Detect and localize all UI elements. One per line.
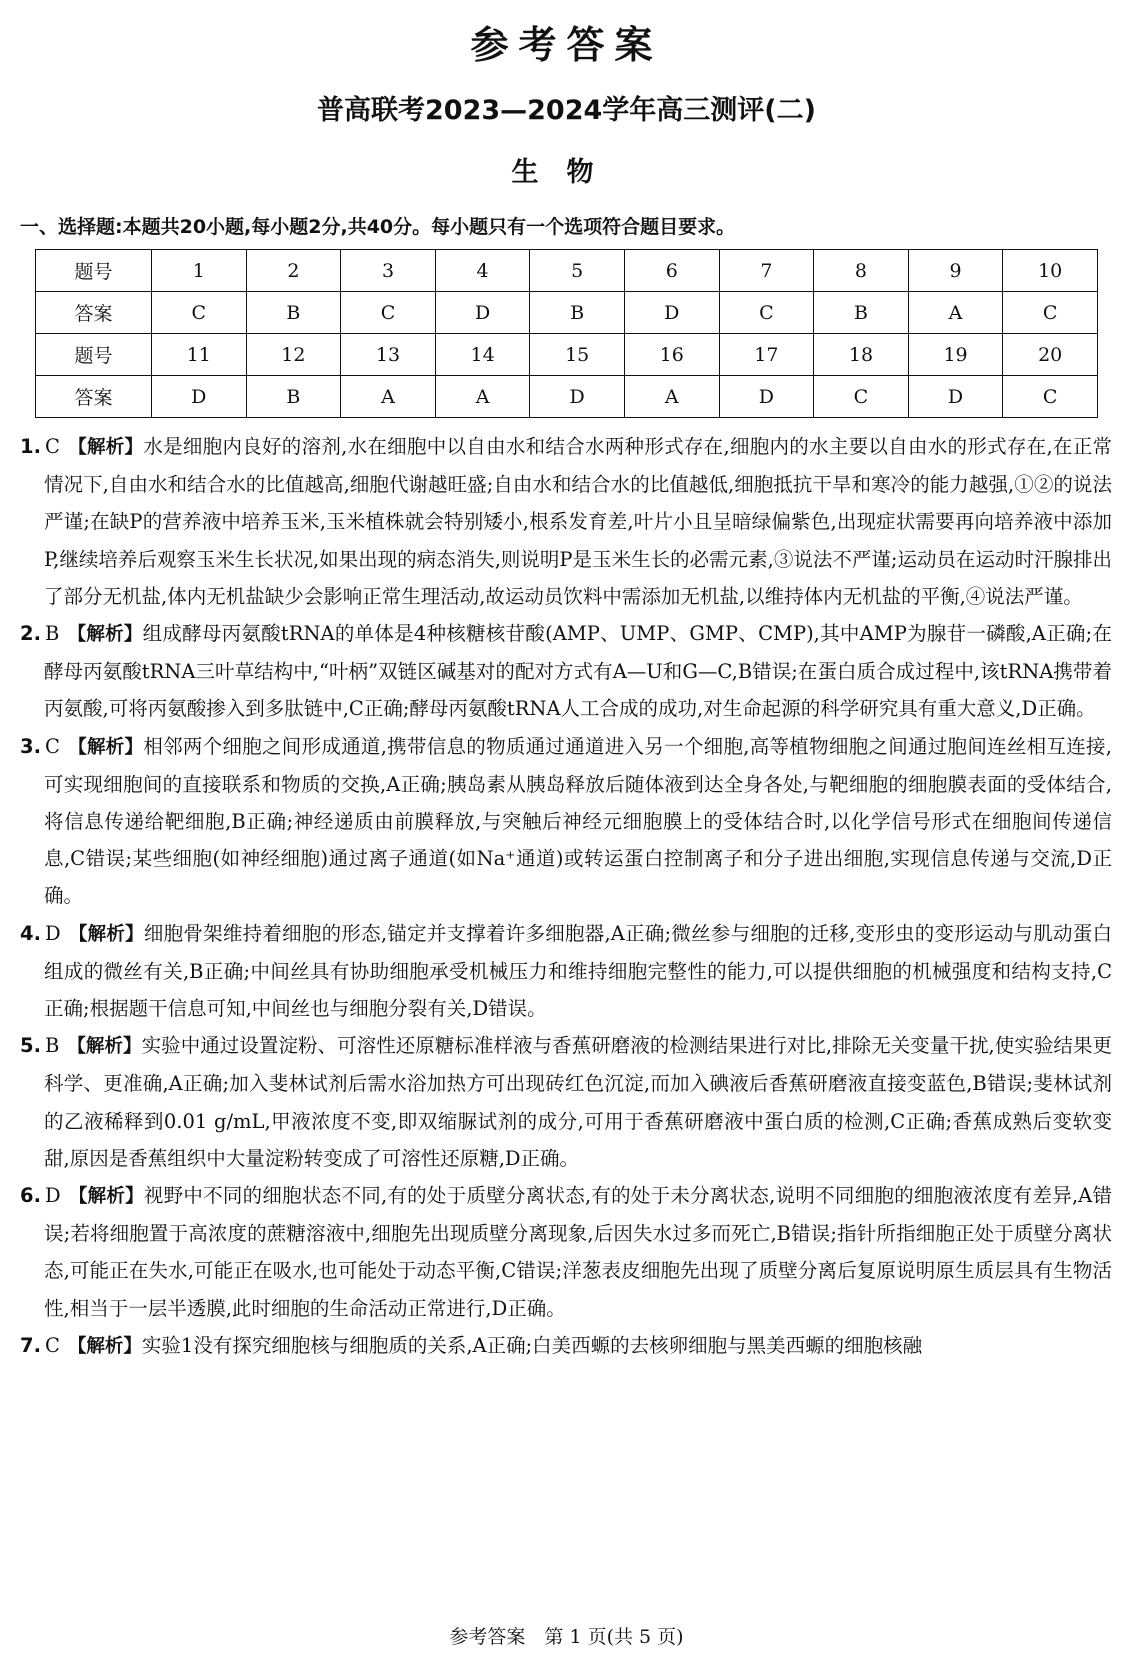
explanation-item: [20, 915, 1112, 1028]
page-title: 参考答案: [470, 23, 663, 67]
explanation-text: 组成酵母丙氨酸tRNA的单体是4种核糖核苷酸(AMP、UMP、GMP、CMP),其中AMP为腺苷一磷酸,A正确;在酵母丙氨酸tRNA三叶草结构中,“叶柄”双链区碱基对的配对方式有A—U和G—C,B错误;在蛋白质合成过程中,该tRNA携带着丙氨酸,可将丙氨酸掺入到多肽链中,C正确;酵母丙氨酸tRNA人工合成的成功,对生命起源的科学研究具有重大意义,D正确。: [44, 622, 1112, 721]
answer-table-cell: 6: [624, 250, 719, 292]
answer-table-cell: 10: [1003, 250, 1098, 292]
answer-table-cell: A: [908, 292, 1003, 334]
answer-letter: C: [44, 734, 60, 758]
explanation-tag: 【解析】: [67, 1036, 142, 1058]
explanation-tag: 【解析】: [67, 437, 144, 458]
answer-letter: C: [44, 1333, 60, 1357]
answer-table-cell: 2: [246, 250, 341, 292]
answer-letter: B: [44, 622, 60, 646]
answer-table-cell: 13: [341, 334, 436, 376]
answer-table-cell: D: [152, 376, 247, 418]
explanations-list: [20, 428, 1112, 1365]
explanation-tag: 【解析】: [68, 1186, 144, 1208]
answer-letter: D: [44, 921, 61, 945]
answer-table-cell: 14: [435, 334, 530, 376]
answer-table-row: [36, 334, 1098, 376]
answer-table: [35, 249, 1098, 418]
answer-table-cell: A: [624, 376, 719, 418]
answer-table-row: [36, 376, 1098, 418]
answer-table-row-label: 答案: [36, 292, 152, 334]
exam-subtitle: 普高联考2023—2024学年高三测评(二): [317, 95, 816, 126]
answer-table-cell: 7: [719, 250, 814, 292]
question-number: 1.: [20, 435, 41, 458]
explanation-tag: 【解析】: [67, 1335, 142, 1357]
answer-table-cell: C: [152, 292, 247, 334]
explanation-item: [20, 1027, 1112, 1177]
answer-table-cell: 18: [814, 334, 909, 376]
explanation-item: [20, 728, 1112, 915]
answer-table-cell: D: [719, 376, 814, 418]
answer-table-cell: 12: [246, 334, 341, 376]
answer-table-cell: 3: [341, 250, 436, 292]
answer-letter: D: [44, 1184, 61, 1208]
answer-table-cell: 16: [624, 334, 719, 376]
explanation-text: 相邻两个细胞之间形成通道,携带信息的物质通过通道进入另一个细胞,高等植物细胞之间通过胞间连丝相互连接,可实现细胞间的直接联系和物质的交换,A正确;胰岛素从胰岛释放后随体液到达全身各处,与靶细胞的细胞膜表面的受体结合,将信息传递给靶细胞,B正确;神经递质由前膜释放,与突触后神经元细胞膜上的受体结合时,以化学信号形式在细胞间传递信息,C错误;某些细胞(如神经细胞)通过离子通道(如Na⁺通道)或转运蛋白控制离子和分子进出细胞,实现信息传递与交流,D正确。: [44, 734, 1112, 908]
answer-letter: B: [44, 1034, 60, 1058]
section-heading: 一、选择题:本题共20小题,每小题2分,共40分。每小题只有一个选项符合题目要求。: [20, 216, 736, 238]
answer-table-cell: C: [341, 292, 436, 334]
question-number: 4.: [20, 921, 41, 945]
answer-table-row-label: 题号: [36, 334, 152, 376]
explanation-tag: 【解析】: [68, 923, 144, 945]
answer-table-row: [36, 292, 1098, 334]
answer-table-cell: D: [908, 376, 1003, 418]
answer-table-cell: 17: [719, 334, 814, 376]
question-number: 7.: [20, 1333, 41, 1357]
answer-table-cell: 20: [1003, 334, 1098, 376]
answer-letter: C: [44, 435, 60, 458]
explanation-text: 视野中不同的细胞状态不同,有的处于质壁分离状态,有的处于未分离状态,说明不同细胞的细胞液浓度有差异,A错误;若将细胞置于高浓度的蔗糖溶液中,细胞先出现质壁分离现象,后因失水过多而死亡,B错误;指针所指细胞正处于质壁分离状态,可能正在失水,可能正在吸水,也可能处于动态平衡,C错误;洋葱表皮细胞先出现了质壁分离后复原说明原生质层具有生物活性,相当于一层半透膜,此时细胞的生命活动正常进行,D正确。: [44, 1184, 1112, 1320]
answer-table-cell: 11: [152, 334, 247, 376]
answer-table-cell: C: [1003, 376, 1098, 418]
answer-table-cell: D: [624, 292, 719, 334]
subject-heading: 生物: [511, 157, 622, 188]
answer-table-cell: A: [435, 376, 530, 418]
answer-table-cell: 8: [814, 250, 909, 292]
answer-table-row: [36, 250, 1098, 292]
explanation-tag: 【解析】: [67, 736, 144, 758]
explanation-item: [20, 1327, 1112, 1365]
question-number: 3.: [20, 734, 41, 758]
answer-table-cell: A: [341, 376, 436, 418]
explanation-text: 实验1没有探究细胞核与细胞质的关系,A正确;白美西螈的去核卵细胞与黑美西螈的细胞核融: [141, 1333, 923, 1357]
explanation-item: [20, 428, 1112, 615]
explanation-text: 水是细胞内良好的溶剂,水在细胞中以自由水和结合水两种形式存在,细胞内的水主要以自由水的形式存在,在正常情况下,自由水和结合水的比值越高,细胞代谢越旺盛;自由水和结合水的比值越低,细胞抵抗干旱和寒冷的能力越强,①②的说法严谨;在缺P的营养液中培养玉米,玉米植株就会特别矮小,根系发育差,叶片小且呈暗绿偏紫色,出现症状需要再向培养液中添加P,继续培养后观察玉米生长状况,如果出现的病态消失,则说明P是玉米生长的必需元素,③说法不严谨;运动员在运动时汗腺排出了部分无机盐,体内无机盐缺少会影响正常生理活动,故运动员饮料中需添加无机盐,以维持体内无机盐的平衡,④说法严谨。: [44, 435, 1112, 608]
answer-table-cell: 1: [152, 250, 247, 292]
question-number: 2.: [20, 622, 41, 646]
answer-table-cell: D: [435, 292, 530, 334]
explanation-item: [20, 615, 1112, 728]
explanation-text: 实验中通过设置淀粉、可溶性还原糖标准样液与香蕉研磨液的检测结果进行对比,排除无关变量干扰,使实验结果更科学、更准确,A正确;加入斐林试剂后需水浴加热方可出现砖红色沉淀,而加入碘液后香蕉研磨液直接变蓝色,B错误;斐林试剂的乙液稀释到0.01 g/mL,甲液浓度不变,即双缩脲试剂的成分,可用于香蕉研磨液中蛋白质的检测,C正确;香蕉成熟后变软变甜,原因是香蕉组织中大量淀粉转变成了可溶性还原糖,D正确。: [44, 1034, 1112, 1170]
answer-table-row-label: 答案: [36, 376, 152, 418]
answer-table-cell: C: [719, 292, 814, 334]
answer-table-cell: C: [1003, 292, 1098, 334]
answer-table-cell: B: [246, 376, 341, 418]
answer-table-cell: 19: [908, 334, 1003, 376]
page-footer: 参考答案 第 1 页(共 5 页): [449, 1626, 684, 1648]
answer-table-cell: C: [814, 376, 909, 418]
explanation-text: 细胞骨架维持着细胞的形态,锚定并支撑着许多细胞器,A正确;微丝参与细胞的迁移,变形虫的变形运动与肌动蛋白组成的微丝有关,B正确;中间丝具有协助细胞承受机械压力和维持细胞完整性的能力,可以提供细胞的机械强度和结构支持,C正确;根据题干信息可知,中间丝也与细胞分裂有关,D错误。: [44, 921, 1112, 1021]
answer-table-cell: D: [530, 376, 625, 418]
answer-table-cell: 4: [435, 250, 530, 292]
answer-table-cell: B: [246, 292, 341, 334]
answer-table-cell: B: [814, 292, 909, 334]
answer-table-row-label: 题号: [36, 250, 152, 292]
answer-table-cell: B: [530, 292, 625, 334]
answer-table-cell: 15: [530, 334, 625, 376]
question-number: 5.: [20, 1034, 41, 1058]
explanation-item: [20, 1177, 1112, 1327]
answer-table-cell: 9: [908, 250, 1003, 292]
question-number: 6.: [20, 1184, 41, 1208]
answer-table-cell: 5: [530, 250, 625, 292]
explanation-tag: 【解析】: [67, 624, 143, 646]
